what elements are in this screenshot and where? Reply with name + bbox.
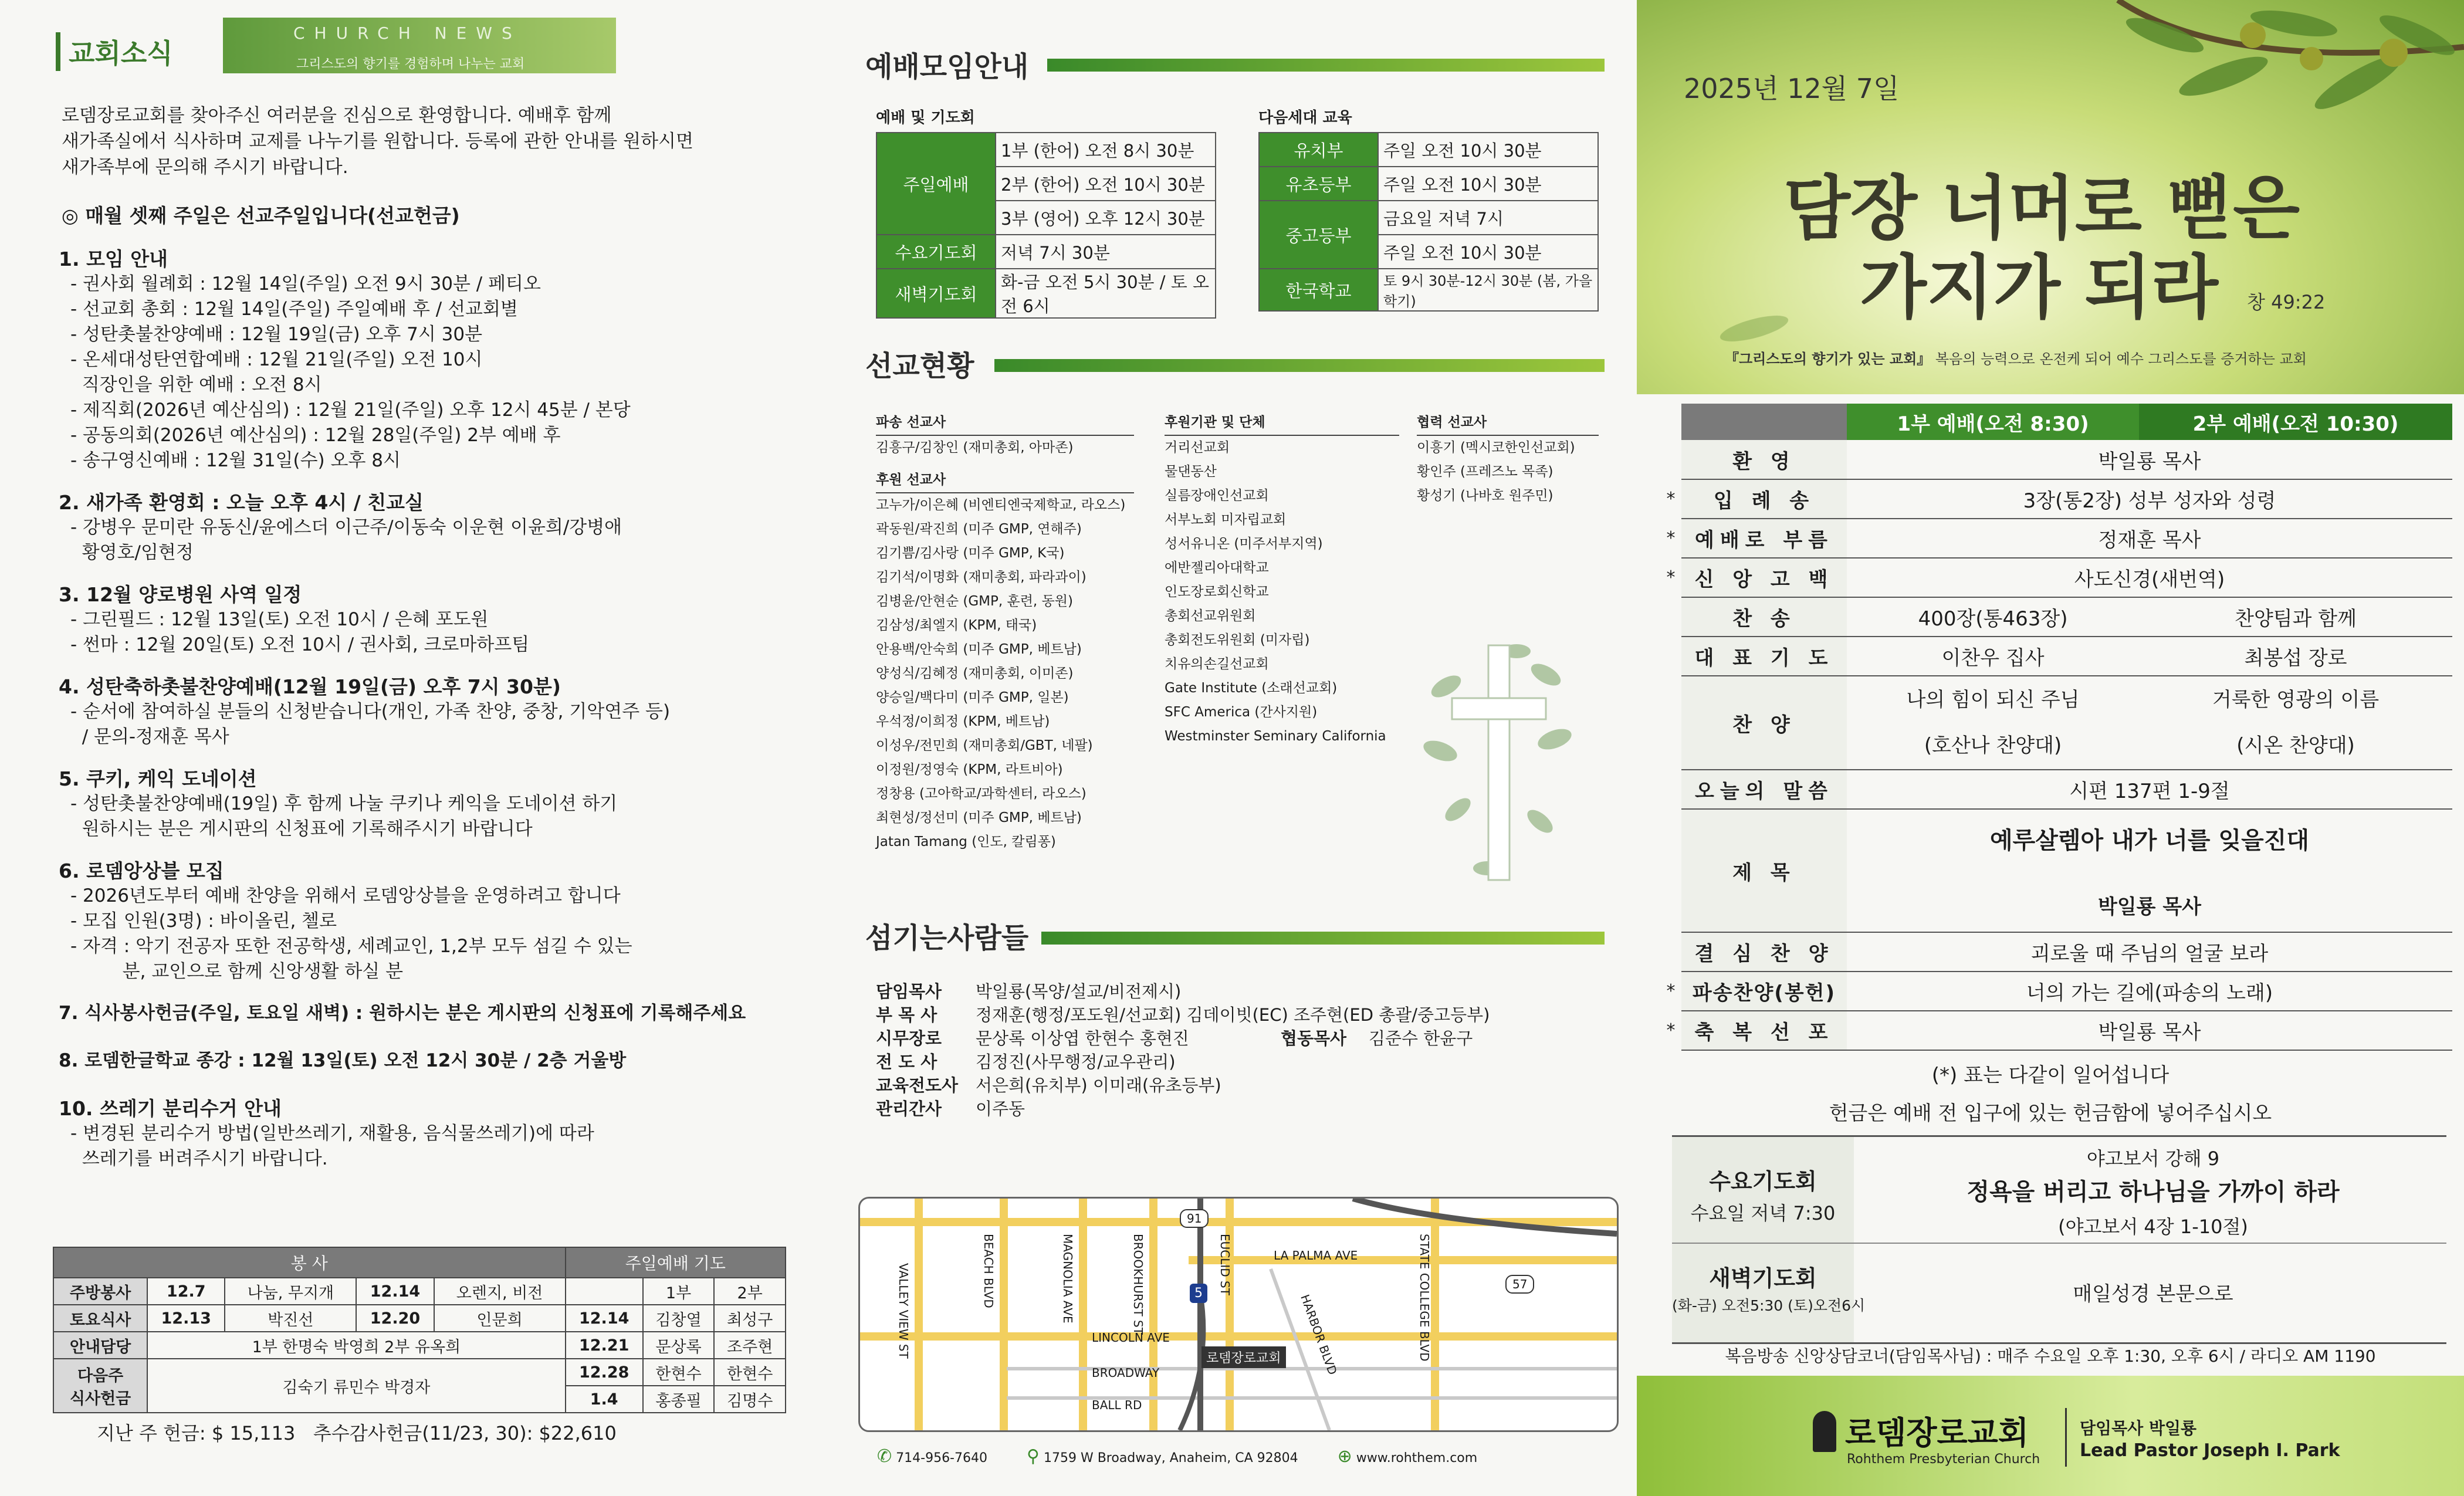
midweek-box [1672, 1135, 2446, 1344]
church-map-marker[interactable]: 로뎀장로교회 [1201, 1346, 1286, 1368]
street-harbor: HARBOR BLVD [1298, 1292, 1340, 1377]
address-text: 1759 W Broadway, Anaheim, CA 92804 [1043, 1451, 1298, 1465]
street-lincoln: LINCOLN AVE [1092, 1331, 1170, 1345]
contact-bar [877, 1446, 1477, 1467]
worship-title: 예배모임안내 [865, 50, 1029, 83]
mission-col2: 후원기관 및 단체 거리선교회 물댄동산 실름장애인선교회 서부노회 미자립교회 성서유니온 (미주서부지역) 에반젤리아대학교 인도장로회신학교 총회선교위원회 총회전도위원회 (미자립) 치유의손길선교회 Gate Institute (소래선교회) SFC America (간사지원) Westminster Seminary California [1165, 411, 1399, 749]
location-map [858, 1197, 1619, 1432]
church-news-panel [0, 0, 830, 1496]
website-link[interactable]: www.rohthem.com [1356, 1451, 1478, 1465]
prayer-header: 주일예배 기도 [566, 1247, 786, 1278]
cross-wreath-illustration [1423, 634, 1575, 892]
worship-left-head: 예배 및 기도회 [876, 109, 975, 127]
street-euclid: EUCLID ST [1218, 1234, 1232, 1295]
middle-panel [830, 0, 1637, 1496]
phone-icon: ✆ [877, 1446, 892, 1467]
wed-prayer-time: 수요일 저녁 7:30 [1690, 1202, 1836, 1224]
street-state-college: STATE COLLEGE BLVD [1417, 1234, 1431, 1362]
service-2-header: 2부 예배(오전 10:30) [2139, 404, 2452, 440]
news-title: 교회소식 [56, 32, 173, 71]
mission-title-bar [994, 359, 1605, 372]
footer-banner [1637, 1376, 2464, 1496]
street-magnolia: MAGNOLIA AVE [1061, 1234, 1075, 1324]
street-valley-view: VALLEY VIEW ST [896, 1263, 911, 1359]
cover-title-line2: 가지가 되라 [1860, 246, 2219, 328]
pastor-kr: 담임목사 박일룡 [2080, 1419, 2197, 1438]
offering-text: 지난 주 헌금: $ 15,113 추수감사헌금(11/23, 30): $22,610 [97, 1422, 617, 1444]
wed-verse: (야고보서 4장 1-10절) [2058, 1216, 2248, 1238]
service-table: 봉 사 주일예배 기도 주방봉사 12.7 나눔, 무지개 12.14 오렌지, 비전 1부 2부 토요식사 12.13 박진선 12.20 인문희 12.14 김창열 최성구 안내담당 1부 한명숙 박영희 2부 유옥희 12.21 문상록 조주현 다음주 식사헌금 김숙기 류민수 박경자 12.28 한현수 한현수 1.4 홍종필 김명수 [53, 1247, 786, 1413]
broadcast-text: 복음방송 신앙상담코너(담임목사님) : 매주 수요일 오후 1:30, 오후 6시 / 라디오 AM 1190 [1725, 1346, 2376, 1366]
street-beach: BEACH BLVD [981, 1234, 996, 1308]
church-name-en: Rohthem Presbyterian Church [1847, 1452, 2040, 1467]
hwy-57-badge: 57 [1505, 1275, 1534, 1294]
street-ball: BALL RD [1092, 1398, 1142, 1412]
servants-title-bar [1041, 932, 1605, 945]
street-brookhurst: BROOKHURST ST [1131, 1234, 1145, 1335]
church-name-kr: 로뎀장로교회 [1845, 1414, 2029, 1451]
cover-title-line1: 담장 너머로 뻗은 [1783, 167, 2300, 249]
mission-notice: ◎ 매월 셋째 주일은 선교주일입니다(선교헌금) [62, 204, 460, 227]
order-of-worship-table: 1부 예배(오전 8:30) 2부 예배(오전 10:30) 환 영 박일룡 목사 * 입 례 송 3장(통2장) 성부 성자와 성령 * 예배로 부름 정재훈 목사 * 신 앙 고 백 사도신경(새번역) 찬 송 400장(통463장) 찬양팀과 함께 대 표 기 도 이찬우 집사 최봉섭 장로 찬 양 나의 힘이 되신 주님 (호산나 찬양대) 거룩한 영광의 이름 (시온 찬양대) 오늘의 말씀 시편 137편 1-9절 제 목 예루살렘아 내가 너를 잊을진대 박일룡 목사 결 심 찬 양 괴로울 때 주님의 얼굴 보라 * 파송찬양(봉헌) 너의 가는 길에(파송의 노래) * 축 복 선 포 박일룡 목사 [1660, 404, 2452, 1051]
cover-verse: 창 49:22 [2247, 291, 2326, 313]
hwy-91-badge: 91 [1180, 1209, 1209, 1228]
news-list: 1. 모임 안내 - 권사회 월례회 : 12월 14일(주일) 오전 9시 30분 / 페티오 - 선교회 총회 : 12월 14일(주일) 주일예배 후 / 선교회별 - 성탄촛불찬양예배 : 12월 19일(금) 오후 7시 30분 - 온세대성탄연합예배 : 12월 21일(주일) 오전 10시 직장인을 위한 예배 : 오전 8시 - 제직회(2026년 예산심의) : 12월 21일(주일) 오후 12시 45분 / 본당 - 공동의회(2026년 예산심의) : 12월 28일(주일) 2부 예배 후 - 송구영신예배 : 12월 31일(수) 오후 8시 2. 새가족 환영회 : 오늘 오후 4시 / 친교실 - 강병우 문미란 유동신/윤에스더 이근주/이동숙 이운현 이윤희/강병애 황영호/임현정 3. 12월 양로병원 사역 일정 - 그린필드 : 12월 13일(토) 오전 10시 / 은혜 포도원 - 썬마 : 12월 20일(토) 오전 10시 / 권사회, 크로마하프팀 4. 성탄축하촛불찬양예배(12월 19일(금) 오후 7시 30분) - 순서에 참여하실 분들의 신청받습니다(개인, 가족 찬양, 중창, 기악연주 등) / 문의-정재훈 목사 5. 쿠키, 케익 도네이션 - 성탄촛불찬양예배(19일) 후 함께 나눌 쿠키나 케익을 도네이션 하기 원하시는 분은 게시판의 신청표에 기록해주시기 바랍니다 6. 로뎀앙상블 모집 - 2026년도부터 예배 찬양을 위해서 로뎀앙상블을 운영하려고 합니다 - 모집 인원(3명) : 바이올린, 첼로 - 자격 : 악기 전공자 또한 전공학생, 세례교인, 1,2부 모두 섬길 수 있는 분, 교인으로 함께 신앙생활 하실 분 7. 식사봉사헌금(주일, 토요일 새벽) : 원하시는 분은 게시판의 신청표에 기록해주세요 8. 로뎀한글학교 종강 : 12월 13일(토) 오전 12시 30분 / 2층 거울방 10. 쓰레기 분리수거 안내 - 변경된 분리수거 방법(일반쓰레기, 재활용, 음식물쓰레기)에 따라 쓰레기를 버려주시기 바랍니다. [59, 248, 746, 1169]
dawn-prayer-label: 새벽기도회 [1709, 1265, 1817, 1291]
standing-note: (*) 표는 다같이 일어섭니다 [1931, 1064, 2169, 1087]
street-broadway: BROADWAY [1092, 1366, 1160, 1380]
location-pin-icon: ⚲ [1027, 1446, 1040, 1467]
news-banner [223, 18, 616, 73]
pastor-en: Lead Pastor Joseph I. Park [2080, 1440, 2340, 1461]
cover-banner [1637, 0, 2464, 394]
mission-col1: 파송 선교사 김흥구/김창인 (재미총회, 아마존) 후원 선교사 고누가/이은혜 (비엔티엔국제학교, 라오스) 곽동원/곽진희 (미주 GMP, 연해주) 김기쁨/김사랑 (미주 GMP, K국) 김기석/이명화 (재미총회, 파라과이) 김병윤/안현순 (GMP, 훈련, 동원) 김삼성/최엘지 (KPM, 태국) 안용백/안숙희 (미주 GMP, 베트남) 양성식/김혜정 (재미총회, 이미존) 양승일/백다미 (미주 GMP, 일본) 우석정/이희정 (KPM, 베트남) 이성우/전민희 (재미총회/GBT, 네팔) 이정원/정영숙 (KPM, 라트비아) 정창용 (고아학교/과학센터, 라오스) 최현성/정선미 (미주 GMP, 베트남) Jatan Tamang (인도, 칼림퐁) [876, 411, 1134, 854]
banner-title: CHURCH NEWS [293, 23, 522, 43]
hwy-5-badge: 5 [1190, 1284, 1207, 1303]
cover-motto: 『그리스도의 향기가 있는 교회』 복음의 능력으로 온전케 되어 예수 그리스도를 증거하는 교회 [1725, 351, 2307, 367]
mission-col3: 협력 선교사 이흥기 (멕시코한인선교회) 황인주 (프레즈노 목족) 황성기 (나바호 원주민) [1417, 411, 1599, 508]
cross-vertical [1488, 645, 1509, 880]
wed-prayer-label: 수요기도회 [1709, 1169, 1817, 1194]
dawn-text: 매일성경 본문으로 [2073, 1282, 2233, 1306]
education-table: 유치부 주일 오전 10시 30분 유초등부 주일 오전 10시 30분 중고등부 금요일 저녁 7시 주일 오전 10시 30분 한국학교 토 9시 30분-12시 30분 (봄, 가을학기) [1258, 132, 1599, 312]
worship-right-head: 다음세대 교육 [1258, 109, 1352, 127]
cross-horizontal [1452, 698, 1546, 719]
service-header: 봉 사 [53, 1247, 566, 1278]
welcome-text: 로뎀장로교회를 찾아주신 여러분을 진심으로 환영합니다. 예배후 함께 새가족실에서 식사하며 교제를 나누기를 원합니다. 등록에 관한 안내를 원하시면 새가족부에 문의해 주시기 바랍니다. [62, 105, 693, 178]
worship-title-bar [1047, 59, 1605, 72]
church-logo-icon [1813, 1411, 1836, 1452]
dawn-prayer-time: (화-금) 오전5:30 (토)오전6시 [1672, 1297, 1866, 1314]
servants-title: 섬기는사람들 [865, 922, 1029, 955]
banner-subtitle: 그리스도의 향기를 경험하며 나누는 교회 [296, 57, 525, 72]
service-1-header: 1부 예배(오전 8:30) [1847, 404, 2139, 440]
phone-number[interactable]: 714-956-7640 [896, 1451, 987, 1465]
cover-date: 2025년 12월 7일 [1684, 73, 1900, 104]
servants-list: 담임목사 박일룡(목양/설교/비전제시) 부 목 사 정재훈(행정/포도원/선교회) 김데이빗(EC) 조주현(ED 총괄/중고등부) 시무장로 문상록 이상엽 한현수 홍현진 협동목사 김준수 한윤구 전 도 사 김정진(사무행정/교우관리) 교육전도사 서은희(유치부) 이미래(유초등부) 관리간사 이주동 [876, 981, 1490, 1119]
right-panel [1637, 0, 2464, 1496]
wed-sermon-title: 정욕을 버리고 하나님을 가까이 하라 [1967, 1179, 2340, 1206]
wed-ref: 야고보서 강해 9 [2086, 1148, 2220, 1170]
globe-icon: ⊕ [1337, 1446, 1352, 1467]
mission-title: 선교현황 [865, 350, 974, 383]
offering-note: 헌금은 예배 전 입구에 있는 헌금함에 넣어주십시오 [1829, 1102, 2272, 1125]
worship-table: 주일예배 1부 (한어) 오전 8시 30분 2부 (한어) 오전 10시 30분 3부 (영어) 오후 12시 30분 수요기도회 저녁 7시 30분 새벽기도회 화-금 오전 5시 30분 / 토 오전 6시 [876, 132, 1216, 319]
street-la-palma: LA PALMA AVE [1274, 1248, 1358, 1263]
